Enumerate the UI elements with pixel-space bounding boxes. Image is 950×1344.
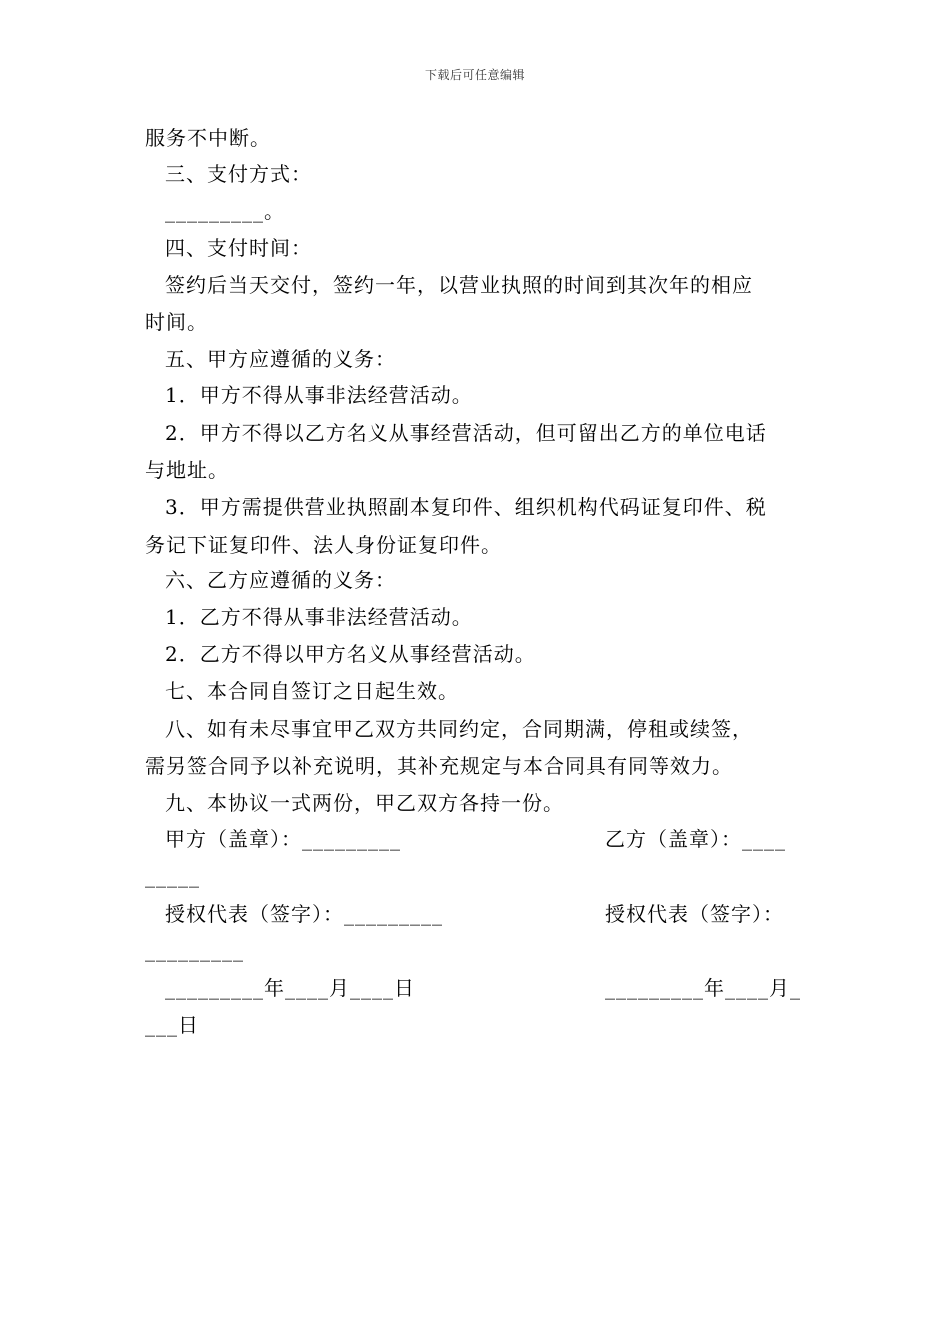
paragraph-payment-time-cont: 时间。 xyxy=(145,310,208,334)
paragraph-service-continuity: 服务不中断。 xyxy=(145,126,271,150)
party-a-obligation-1: 1．甲方不得从事非法经营活动。 xyxy=(165,383,473,407)
heading-party-b-obligations: 六、乙方应遵循的义务： xyxy=(165,568,396,592)
heading-payment-method: 三、支付方式： xyxy=(165,162,312,186)
party-a-representative-line: 授权代表（签字）：_________ xyxy=(165,902,443,926)
party-a-obligation-2-cont: 与地址。 xyxy=(145,458,229,482)
party-a-obligation-2: 2．甲方不得以乙方名义从事经营活动，但可留出乙方的单位电话 xyxy=(165,421,767,445)
clause-unresolved-matters-cont: 需另签合同予以补充说明，其补充规定与本合同具有同等效力。 xyxy=(145,754,733,778)
party-b-seal-line: 乙方（盖章）：____ xyxy=(605,827,786,851)
party-a-obligation-3: 3．甲方需提供营业执照副本复印件、组织机构代码证复印件、税 xyxy=(165,495,767,519)
party-b-seal-line-cont: _____ xyxy=(145,864,200,888)
clause-unresolved-matters: 八、如有未尽事宜甲乙双方共同约定，合同期满，停租或续签， xyxy=(165,717,753,741)
heading-party-a-obligations: 五、甲方应遵循的义务： xyxy=(165,347,396,371)
party-b-obligation-2: 2．乙方不得以甲方名义从事经营活动。 xyxy=(165,642,536,666)
party-b-date-line: _________年____月_ xyxy=(605,976,801,1000)
party-b-representative-line-cont: _________ xyxy=(145,938,244,962)
clause-copies: 九、本协议一式两份，甲乙双方各持一份。 xyxy=(165,791,564,815)
party-a-date-line: _________年____月____日 xyxy=(165,976,415,1000)
party-a-seal-line: 甲方（盖章）：_________ xyxy=(165,827,401,851)
party-b-date-line-cont: ___日 xyxy=(145,1013,199,1037)
party-b-representative-line: 授权代表（签字）： xyxy=(605,902,784,926)
party-a-obligation-3-cont: 务记下证复印件、法人身份证复印件。 xyxy=(145,533,502,557)
party-b-obligation-1: 1．乙方不得从事非法经营活动。 xyxy=(165,605,473,629)
paragraph-payment-time: 签约后当天交付，签约一年，以营业执照的时间到其次年的相应 xyxy=(165,273,753,297)
payment-method-blank: _________。 xyxy=(165,199,285,223)
heading-payment-time: 四、支付时间： xyxy=(165,236,312,260)
clause-effective-date: 七、本合同自签订之日起生效。 xyxy=(165,679,459,703)
page-header-note: 下载后可任意编辑 xyxy=(424,68,525,82)
